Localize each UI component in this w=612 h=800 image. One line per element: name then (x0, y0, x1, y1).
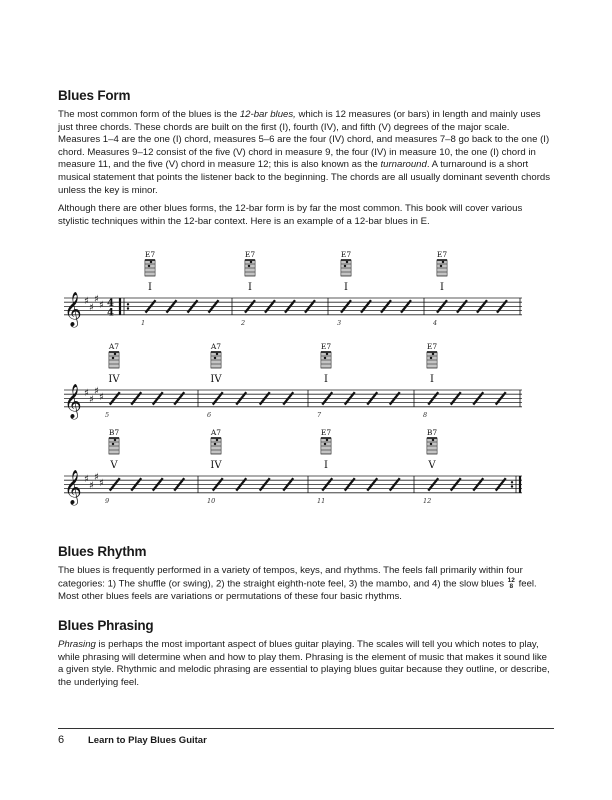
chord-finger-dot (440, 265, 442, 267)
roman-numeral: I (324, 460, 328, 471)
sharp-icon: ♯ (94, 293, 99, 305)
blues-phrasing-section (58, 618, 554, 695)
blues-rhythm-paragraph: The blues is frequently performed in a variety of tempos, keys, and rhythms. The feels fall primarily within four categories: 1) The shuffle (or swing), 2) the straight eighth-note feel, 3) the mambo, and 4) the slow blues 12 8 feel. Most other blues feels are variations or permutations of these four basic rhythms. (58, 565, 537, 602)
roman-numeral: I (148, 282, 152, 293)
measure-number: 12 (423, 496, 432, 505)
chord-finger-dot (430, 357, 432, 359)
blues-form-paragraph-1: The most common form of the blues is the 12-bar blues, which is 12 measures (or bars) in length and mainly uses just three chords. These chords are built on the first (I), fourth (IV), and fifth (V) degrees of the major scale. Measures 1–4 are the one (I) chord, measures 5–6 are the four (IV) chord, and measures 7–8 go back to the one (I) chord. Measures 9–12 consist of the five (V) chord in measure 9, the four (IV) in measure 10, the one (I) chord in measure 11, and the five (V) chord in measure 12; this is also known as the turnaround. A turnaround is a short musical statement that points the listener back to the beginning. The chords are all usually dominant seventh chords unless the key is minor. (58, 109, 551, 196)
repeat-dot (511, 481, 513, 483)
treble-clef-icon: 𝄞 (64, 469, 82, 505)
time-signature-top: 4 (107, 297, 114, 309)
chord-finger-dot (214, 443, 216, 445)
twelve-eight-time-signature: 12 8 (507, 576, 515, 590)
page-number: 6 (58, 734, 65, 746)
footer-rule (58, 728, 554, 729)
chord-name: E7 (436, 250, 448, 259)
blues-form-heading: Blues Form (58, 88, 131, 103)
roman-numeral: I (440, 282, 444, 293)
roman-numeral: IV (210, 374, 222, 385)
measure-number: 6 (207, 410, 212, 419)
repeat-dot (127, 303, 129, 305)
chord-finger-dot (344, 265, 346, 267)
chord-finger-dot (214, 357, 216, 359)
measure-number: 10 (207, 496, 216, 505)
sharp-icon: ♯ (84, 474, 89, 485)
chord-finger-dot (346, 261, 348, 263)
measure-number: 7 (317, 410, 322, 419)
chord-finger-dot (114, 353, 116, 355)
chord-finger-dot (216, 353, 218, 355)
sharp-icon: ♯ (99, 392, 104, 404)
chord-name: E7 (244, 250, 256, 259)
chord-name: A7 (210, 342, 222, 351)
chord-finger-dot (112, 443, 114, 445)
chord-finger-dot (432, 439, 434, 441)
roman-numeral: I (344, 282, 348, 293)
sharp-icon: ♯ (99, 300, 104, 312)
roman-numeral: IV (108, 374, 120, 385)
sharp-icon: ♯ (94, 385, 99, 397)
measure-number: 11 (317, 496, 326, 505)
chord-finger-dot (150, 261, 152, 263)
blues-phrasing-paragraph: Phrasing is perhaps the most important aspect of blues guitar playing. The scales will tell you which notes to play, while phrasing will determine when and how to play them. Phrasing is the element of music that makes it sound like a given style. Rhythmic and melodic phrasing are essential to playing blues guitar because they outline, or describe, the underlying feel. (58, 639, 550, 688)
chord-name: E7 (320, 428, 332, 437)
blues-form-section (58, 88, 554, 234)
chord-name: A7 (108, 342, 120, 351)
chord-finger-dot (326, 439, 328, 441)
sharp-icon: ♯ (89, 480, 94, 492)
sharp-icon: ♯ (89, 394, 94, 406)
roman-numeral: I (430, 374, 434, 385)
treble-clef-icon: 𝄞 (64, 383, 82, 419)
chord-finger-dot (430, 443, 432, 445)
chord-name: E7 (426, 342, 438, 351)
measure-number: 5 (105, 410, 110, 419)
roman-numeral: I (324, 374, 328, 385)
blues-phrasing-heading: Blues Phrasing (58, 618, 154, 633)
roman-numeral: V (428, 460, 436, 471)
sharp-icon: ♯ (84, 388, 89, 399)
roman-numeral: IV (210, 460, 222, 471)
repeat-dot (511, 485, 513, 487)
measure-number: 8 (423, 410, 428, 419)
chord-finger-dot (216, 439, 218, 441)
measure-number: 3 (337, 318, 342, 327)
chord-finger-dot (326, 353, 328, 355)
twelve-bar-blues-notation (0, 238, 612, 518)
book-title: Learn to Play Blues Guitar (88, 735, 207, 746)
chord-finger-dot (324, 443, 326, 445)
page-footer (58, 734, 207, 746)
sharp-icon: ♯ (94, 471, 99, 483)
measure-number: 9 (105, 496, 110, 505)
chord-name: E7 (144, 250, 156, 259)
measure-number: 4 (433, 318, 438, 327)
chord-finger-dot (442, 261, 444, 263)
chord-finger-dot (432, 353, 434, 355)
chord-name: B7 (426, 428, 438, 437)
chord-name: B7 (108, 428, 120, 437)
measure-number: 1 (141, 318, 146, 327)
chord-finger-dot (250, 261, 252, 263)
roman-numeral: I (248, 282, 252, 293)
sharp-icon: ♯ (99, 478, 104, 490)
chord-finger-dot (324, 357, 326, 359)
chord-finger-dot (248, 265, 250, 267)
repeat-dot (127, 307, 129, 309)
treble-clef-icon: 𝄞 (64, 291, 82, 327)
chord-name: E7 (320, 342, 332, 351)
chord-finger-dot (114, 439, 116, 441)
roman-numeral: V (110, 460, 118, 471)
sharp-icon: ♯ (89, 302, 94, 314)
chord-finger-dot (148, 265, 150, 267)
sharp-icon: ♯ (84, 296, 89, 307)
measure-number: 2 (241, 318, 246, 327)
blues-rhythm-section (58, 544, 554, 609)
blues-form-paragraph-2: Although there are other blues forms, the 12-bar form is by far the most common. This book will cover various stylistic techniques within the 12-bar context. Here is an example of a 12-bar blues in E. (58, 203, 523, 227)
chord-name: A7 (210, 428, 222, 437)
chord-finger-dot (112, 357, 114, 359)
blues-rhythm-heading: Blues Rhythm (58, 544, 147, 559)
chord-name: E7 (340, 250, 352, 259)
time-signature-bottom: 4 (107, 307, 114, 319)
